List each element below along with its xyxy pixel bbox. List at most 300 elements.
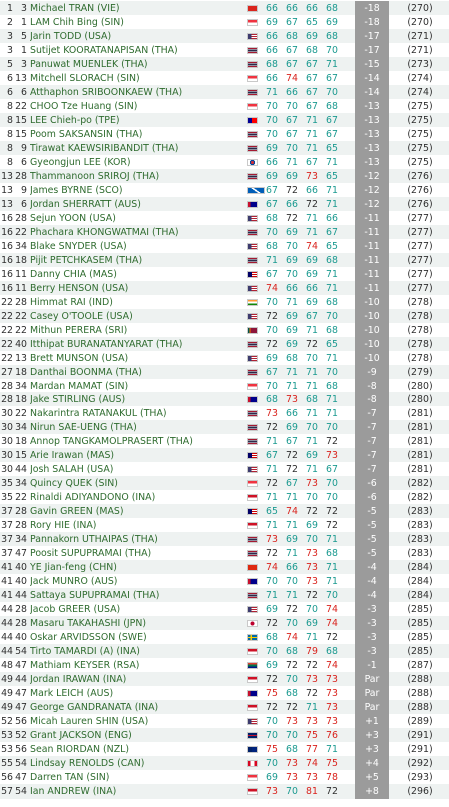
round-1-score: 68 bbox=[266, 212, 278, 224]
previous-position: 40 bbox=[15, 576, 27, 588]
round-4-score: 71 bbox=[326, 184, 338, 196]
previous-position: 1 bbox=[21, 44, 27, 56]
round-4-score: 65 bbox=[326, 142, 338, 154]
round-3-score: 71 bbox=[306, 226, 318, 238]
to-par: -6 bbox=[355, 476, 389, 491]
round-3-score: 70 bbox=[306, 422, 318, 434]
previous-position: 34 bbox=[15, 240, 27, 252]
us-flag-icon bbox=[247, 313, 258, 320]
round-4-score: 67 bbox=[326, 114, 338, 126]
leaderboard-row bbox=[0, 728, 449, 743]
leaderboard-row bbox=[0, 225, 449, 240]
in-flag-icon bbox=[247, 299, 258, 306]
leaderboard-row bbox=[0, 476, 449, 491]
player-name: Casey O'TOOLE (USA) bbox=[30, 310, 133, 322]
previous-position: 13 bbox=[15, 352, 27, 364]
position: 6 bbox=[7, 72, 13, 84]
position: 48 bbox=[1, 660, 13, 672]
round-1-score: 68 bbox=[266, 240, 278, 252]
round-1-score: 69 bbox=[266, 142, 278, 154]
round-1-score: 67 bbox=[266, 450, 278, 462]
total-score: (284) bbox=[407, 590, 433, 602]
total-score: (278) bbox=[407, 352, 433, 364]
total-score: (275) bbox=[407, 114, 433, 126]
round-3-score: 69 bbox=[306, 618, 318, 630]
previous-position: 47 bbox=[15, 548, 27, 560]
id-flag-icon bbox=[247, 788, 258, 795]
round-2-score: 67 bbox=[286, 44, 298, 56]
round-1-score: 70 bbox=[266, 100, 278, 112]
round-3-score: 67 bbox=[306, 72, 318, 84]
round-4-score: 71 bbox=[326, 352, 338, 364]
round-1-score: 70 bbox=[266, 757, 278, 769]
leaderboard-row bbox=[0, 560, 449, 575]
round-3-score: 72 bbox=[306, 590, 318, 602]
position: 49 bbox=[1, 702, 13, 713]
total-score: (284) bbox=[407, 562, 433, 574]
th-flag-icon bbox=[247, 536, 258, 543]
to-par: +4 bbox=[355, 756, 389, 771]
previous-position: 13 bbox=[15, 72, 27, 84]
leaderboard-row bbox=[0, 518, 449, 533]
leaderboard-row bbox=[0, 169, 449, 184]
round-4-score: 73 bbox=[326, 716, 338, 727]
position: 30 bbox=[1, 464, 13, 476]
round-3-score: 69 bbox=[306, 254, 318, 266]
to-par: -13 bbox=[355, 127, 389, 142]
leaderboard-row bbox=[0, 406, 449, 421]
player-name: CHOO Tze Huang (SIN) bbox=[30, 100, 138, 112]
total-score: (275) bbox=[407, 156, 433, 168]
leaderboard-row bbox=[0, 770, 449, 785]
round-1-score: 70 bbox=[266, 576, 278, 588]
previous-position: 54 bbox=[15, 757, 27, 769]
round-2-score: 72 bbox=[286, 184, 298, 196]
total-score: (281) bbox=[407, 422, 433, 434]
round-3-score: 72 bbox=[306, 198, 318, 210]
round-3-score: 73 bbox=[306, 771, 318, 783]
player-name: Jack MUNRO (AUS) bbox=[30, 576, 118, 588]
previous-position: 28 bbox=[15, 296, 27, 308]
round-4-score: 70 bbox=[326, 422, 338, 434]
to-par: -7 bbox=[355, 420, 389, 435]
player-name: Brett MUNSON (USA) bbox=[30, 352, 129, 364]
my-flag-icon bbox=[247, 271, 258, 278]
round-4-score: 66 bbox=[326, 212, 338, 224]
total-score: (277) bbox=[407, 254, 433, 266]
round-1-score: 67 bbox=[266, 184, 278, 196]
us-flag-icon bbox=[247, 243, 258, 250]
round-1-score: 68 bbox=[266, 58, 278, 70]
round-1-score: 73 bbox=[266, 408, 278, 420]
sg-flag-icon bbox=[247, 103, 258, 110]
round-4-score: 74 bbox=[326, 618, 338, 630]
total-score: (278) bbox=[407, 338, 433, 350]
previous-position: 15 bbox=[15, 114, 27, 126]
to-par: -10 bbox=[355, 309, 389, 324]
position: 8 bbox=[7, 142, 13, 154]
to-par: -7 bbox=[355, 448, 389, 463]
leaderboard-row bbox=[0, 588, 449, 603]
leaderboard-row bbox=[0, 756, 449, 771]
round-1-score: 70 bbox=[266, 226, 278, 238]
total-score: (275) bbox=[407, 142, 433, 154]
round-3-score: 73 bbox=[306, 548, 318, 560]
round-4-score: 71 bbox=[326, 408, 338, 420]
leaderboard-row bbox=[0, 43, 449, 58]
previous-position: 44 bbox=[15, 674, 27, 685]
round-2-score: 71 bbox=[286, 380, 298, 392]
player-name: Danthai BOONMA (THA) bbox=[30, 366, 142, 378]
round-2-score: 72 bbox=[286, 450, 298, 462]
round-3-score: 69 bbox=[306, 520, 318, 532]
round-3-score: 77 bbox=[306, 743, 318, 755]
player-name: Lindsay RENOLDS (CAN) bbox=[30, 757, 145, 769]
leaderboard-row bbox=[0, 490, 449, 505]
previous-position: 47 bbox=[15, 702, 27, 713]
round-3-score: 75 bbox=[306, 730, 318, 741]
to-par: -12 bbox=[355, 197, 389, 212]
round-4-score: 69 bbox=[326, 17, 338, 28]
leaderboard-row bbox=[0, 337, 449, 352]
player-name: Ian ANDREW (INA) bbox=[30, 785, 117, 797]
previous-position: 34 bbox=[15, 422, 27, 434]
to-par: -7 bbox=[355, 434, 389, 449]
round-4-score: 65 bbox=[326, 170, 338, 182]
to-par: -10 bbox=[355, 323, 389, 338]
round-3-score: 67 bbox=[306, 100, 318, 112]
position: 44 bbox=[1, 632, 13, 644]
round-1-score: 73 bbox=[266, 785, 278, 797]
position: 44 bbox=[1, 618, 13, 630]
total-score: (291) bbox=[407, 743, 433, 755]
th-flag-icon bbox=[247, 550, 258, 557]
total-score: (281) bbox=[407, 436, 433, 448]
position: 8 bbox=[7, 128, 13, 140]
round-4-score: 68 bbox=[326, 254, 338, 266]
player-name: Phachara KHONGWATMAI (THA) bbox=[30, 226, 179, 238]
position: 44 bbox=[1, 646, 13, 658]
to-par: -11 bbox=[355, 211, 389, 226]
position: 52 bbox=[1, 716, 13, 727]
leaderboard-row bbox=[0, 351, 449, 366]
leaderboard-row bbox=[0, 281, 449, 296]
player-name: Jake STIRLING (AUS) bbox=[30, 394, 126, 406]
previous-position: 15 bbox=[15, 128, 27, 140]
to-par: -4 bbox=[355, 574, 389, 589]
round-4-score: 71 bbox=[326, 198, 338, 210]
to-par: -10 bbox=[355, 295, 389, 310]
round-3-score: 81 bbox=[306, 785, 318, 797]
to-par: Par bbox=[355, 686, 389, 701]
th-flag-icon bbox=[247, 424, 258, 431]
th-flag-icon bbox=[247, 438, 258, 445]
round-3-score: 72 bbox=[306, 660, 318, 672]
round-4-score: 65 bbox=[326, 338, 338, 350]
round-3-score: 66 bbox=[306, 184, 318, 196]
to-par: -3 bbox=[355, 644, 389, 659]
total-score: (288) bbox=[407, 688, 433, 699]
round-4-score: 75 bbox=[326, 757, 338, 769]
round-2-score: 72 bbox=[286, 464, 298, 476]
round-4-score: 68 bbox=[326, 296, 338, 308]
round-1-score: 71 bbox=[266, 464, 278, 476]
player-name: Gavin GREEN (MAS) bbox=[30, 506, 124, 518]
round-1-score: 71 bbox=[266, 590, 278, 602]
round-1-score: 71 bbox=[266, 436, 278, 448]
round-2-score: 71 bbox=[286, 520, 298, 532]
round-4-score: 71 bbox=[326, 58, 338, 70]
total-score: (285) bbox=[407, 604, 433, 616]
previous-position: 40 bbox=[15, 632, 27, 644]
previous-position: 22 bbox=[15, 408, 27, 420]
position: 37 bbox=[1, 520, 13, 532]
player-name: Danny CHIA (MAS) bbox=[30, 268, 117, 280]
round-3-score: 69 bbox=[306, 450, 318, 462]
to-par: -15 bbox=[355, 57, 389, 72]
round-3-score: 67 bbox=[306, 58, 318, 70]
to-par: -4 bbox=[355, 588, 389, 603]
leaderboard-row bbox=[0, 15, 449, 30]
au-flag-icon bbox=[247, 578, 258, 585]
round-2-score: 72 bbox=[286, 702, 298, 713]
to-par: -18 bbox=[355, 15, 389, 30]
previous-position: 22 bbox=[15, 324, 27, 336]
round-2-score: 68 bbox=[286, 352, 298, 364]
total-score: (282) bbox=[407, 478, 433, 490]
id-flag-icon bbox=[247, 494, 258, 501]
round-1-score: 70 bbox=[266, 716, 278, 727]
position: 27 bbox=[1, 366, 13, 378]
position: 8 bbox=[7, 100, 13, 112]
previous-position: 18 bbox=[15, 254, 27, 266]
round-2-score: 70 bbox=[286, 730, 298, 741]
leaderboard-row bbox=[0, 392, 449, 407]
au-flag-icon bbox=[247, 396, 258, 403]
to-par: -10 bbox=[355, 337, 389, 352]
previous-position: 40 bbox=[15, 338, 27, 350]
total-score: (270) bbox=[407, 3, 433, 14]
previous-position: 6 bbox=[21, 198, 27, 210]
th-flag-icon bbox=[247, 257, 258, 264]
round-2-score: 71 bbox=[286, 156, 298, 168]
gb-flag-icon bbox=[247, 732, 258, 739]
total-score: (277) bbox=[407, 212, 433, 224]
round-2-score: 69 bbox=[286, 338, 298, 350]
player-name: Darren TAN (SIN) bbox=[30, 771, 110, 783]
to-par: -3 bbox=[355, 602, 389, 617]
leaderboard-row bbox=[0, 462, 449, 477]
kr-flag-icon bbox=[247, 159, 258, 166]
round-2-score: 69 bbox=[286, 170, 298, 182]
position: 28 bbox=[1, 394, 13, 406]
previous-position: 3 bbox=[21, 3, 27, 14]
jp-flag-icon bbox=[247, 620, 258, 627]
to-par: -10 bbox=[355, 351, 389, 366]
to-par: -13 bbox=[355, 113, 389, 128]
round-1-score: 71 bbox=[266, 86, 278, 98]
previous-position: 6 bbox=[21, 156, 27, 168]
leaderboard-row bbox=[0, 644, 449, 659]
to-par: -5 bbox=[355, 504, 389, 519]
to-par: -6 bbox=[355, 490, 389, 505]
round-3-score: 72 bbox=[306, 506, 318, 518]
to-par: +3 bbox=[355, 728, 389, 743]
to-par: -18 bbox=[355, 1, 389, 16]
round-1-score: 70 bbox=[266, 324, 278, 336]
leaderboard-row bbox=[0, 1, 449, 16]
round-3-score: 68 bbox=[306, 394, 318, 406]
round-4-score: 71 bbox=[326, 282, 338, 294]
leaderboard-row bbox=[0, 434, 449, 449]
round-1-score: 71 bbox=[266, 492, 278, 504]
player-name: Jordan SHERRATT (AUS) bbox=[30, 198, 141, 210]
round-3-score: 71 bbox=[306, 464, 318, 476]
total-score: (285) bbox=[407, 646, 433, 658]
position: 8 bbox=[7, 156, 13, 168]
player-name: Pannakorn UTHAIPAS (THA) bbox=[30, 534, 158, 546]
round-2-score: 71 bbox=[286, 296, 298, 308]
leaderboard-row bbox=[0, 630, 449, 645]
total-score: (273) bbox=[407, 58, 433, 70]
previous-position: 56 bbox=[15, 743, 27, 755]
leaderboard-row bbox=[0, 295, 449, 310]
round-3-score: 71 bbox=[306, 114, 318, 126]
round-2-score: 69 bbox=[286, 534, 298, 546]
round-3-score: 71 bbox=[306, 702, 318, 713]
round-2-score: 74 bbox=[286, 632, 298, 644]
previous-position: 54 bbox=[15, 646, 27, 658]
player-name: Mathiam KEYSER (RSA) bbox=[30, 660, 140, 672]
to-par: +5 bbox=[355, 770, 389, 785]
position: 37 bbox=[1, 534, 13, 546]
my-flag-icon bbox=[247, 452, 258, 459]
total-score: (278) bbox=[407, 324, 433, 336]
round-2-score: 74 bbox=[286, 506, 298, 518]
us-flag-icon bbox=[247, 355, 258, 362]
round-4-score: 70 bbox=[326, 44, 338, 56]
round-2-score: 72 bbox=[286, 212, 298, 224]
player-name: Quincy QUEK (SIN) bbox=[30, 478, 118, 490]
total-score: (278) bbox=[407, 296, 433, 308]
round-4-score: 71 bbox=[326, 562, 338, 574]
round-1-score: 71 bbox=[266, 254, 278, 266]
my-flag-icon bbox=[247, 508, 258, 515]
sg-flag-icon bbox=[247, 19, 258, 26]
round-2-score: 69 bbox=[286, 226, 298, 238]
total-score: (279) bbox=[407, 366, 433, 378]
player-name: Berry HENSON (USA) bbox=[30, 282, 129, 294]
player-name: LAM Chih Bing (SIN) bbox=[30, 17, 124, 28]
round-4-score: 65 bbox=[326, 240, 338, 252]
round-1-score: 66 bbox=[266, 3, 278, 14]
player-name: James BYRNE (SCO) bbox=[30, 184, 123, 196]
to-par: -11 bbox=[355, 267, 389, 282]
previous-position: 22 bbox=[15, 100, 27, 112]
th-flag-icon bbox=[247, 89, 258, 96]
round-1-score: 66 bbox=[266, 31, 278, 42]
leaderboard-row bbox=[0, 379, 449, 394]
round-2-score: 71 bbox=[286, 492, 298, 504]
total-score: (283) bbox=[407, 534, 433, 546]
leaderboard-row bbox=[0, 574, 449, 589]
round-4-score: 73 bbox=[326, 450, 338, 462]
position: 2 bbox=[7, 17, 13, 28]
total-score: (280) bbox=[407, 394, 433, 406]
total-score: (281) bbox=[407, 464, 433, 476]
round-1-score: 65 bbox=[266, 506, 278, 518]
previous-position: 47 bbox=[15, 660, 27, 672]
round-3-score: 68 bbox=[306, 44, 318, 56]
round-4-score: 73 bbox=[326, 702, 338, 713]
leaderboard-row bbox=[0, 658, 449, 673]
previous-position: 11 bbox=[15, 268, 27, 280]
position: 16 bbox=[1, 226, 13, 238]
round-4-score: 70 bbox=[326, 492, 338, 504]
position: 28 bbox=[1, 380, 13, 392]
leaderboard-row bbox=[0, 309, 449, 324]
round-3-score: 69 bbox=[306, 268, 318, 280]
round-1-score: 66 bbox=[266, 44, 278, 56]
th-flag-icon bbox=[247, 592, 258, 599]
total-score: (275) bbox=[407, 100, 433, 112]
player-name: Annop TANGKAMOLPRASERT (THA) bbox=[30, 436, 193, 448]
to-par: -11 bbox=[355, 225, 389, 240]
leaderboard-row bbox=[0, 85, 449, 100]
to-par: -7 bbox=[355, 406, 389, 421]
round-4-score: 76 bbox=[326, 730, 338, 741]
position: 41 bbox=[1, 562, 13, 574]
th-flag-icon bbox=[247, 47, 258, 54]
player-name: George GANDRANATA (INA) bbox=[30, 702, 159, 713]
leaderboard-row bbox=[0, 448, 449, 463]
round-1-score: 68 bbox=[266, 632, 278, 644]
round-4-score: 74 bbox=[326, 660, 338, 672]
previous-position: 28 bbox=[15, 506, 27, 518]
round-4-score: 73 bbox=[326, 688, 338, 699]
to-par: +3 bbox=[355, 742, 389, 757]
position: 30 bbox=[1, 450, 13, 462]
round-2-score: 69 bbox=[286, 422, 298, 434]
vn-flag-icon bbox=[247, 5, 258, 12]
to-par: -8 bbox=[355, 392, 389, 407]
round-3-score: 79 bbox=[306, 646, 318, 658]
player-name: Thammanoon SRIROJ (THA) bbox=[30, 170, 160, 182]
round-2-score: 68 bbox=[286, 31, 298, 42]
leaderboard-row bbox=[0, 504, 449, 519]
previous-position: 18 bbox=[15, 436, 27, 448]
previous-position: 52 bbox=[15, 730, 27, 741]
player-name: Sutijet KOORATANAPISAN (THA) bbox=[30, 44, 178, 56]
nz-flag-icon bbox=[247, 746, 258, 753]
to-par: -13 bbox=[355, 155, 389, 170]
round-4-score: 72 bbox=[326, 785, 338, 797]
player-name: Panuwat MUENLEK (THA) bbox=[30, 58, 148, 70]
to-par: -12 bbox=[355, 169, 389, 184]
leaderboard-row bbox=[0, 602, 449, 617]
total-score: (277) bbox=[407, 226, 433, 238]
round-4-score: 68 bbox=[326, 646, 338, 658]
position: 6 bbox=[7, 86, 13, 98]
au-flag-icon bbox=[247, 690, 258, 697]
round-4-score: 73 bbox=[326, 674, 338, 685]
position: 53 bbox=[1, 730, 13, 741]
round-3-score: 71 bbox=[306, 380, 318, 392]
player-name: Poosit SUPUPRAMAI (THA) bbox=[30, 548, 152, 560]
total-score: (270) bbox=[407, 17, 433, 28]
us-flag-icon bbox=[247, 606, 258, 613]
id-flag-icon bbox=[247, 676, 258, 683]
